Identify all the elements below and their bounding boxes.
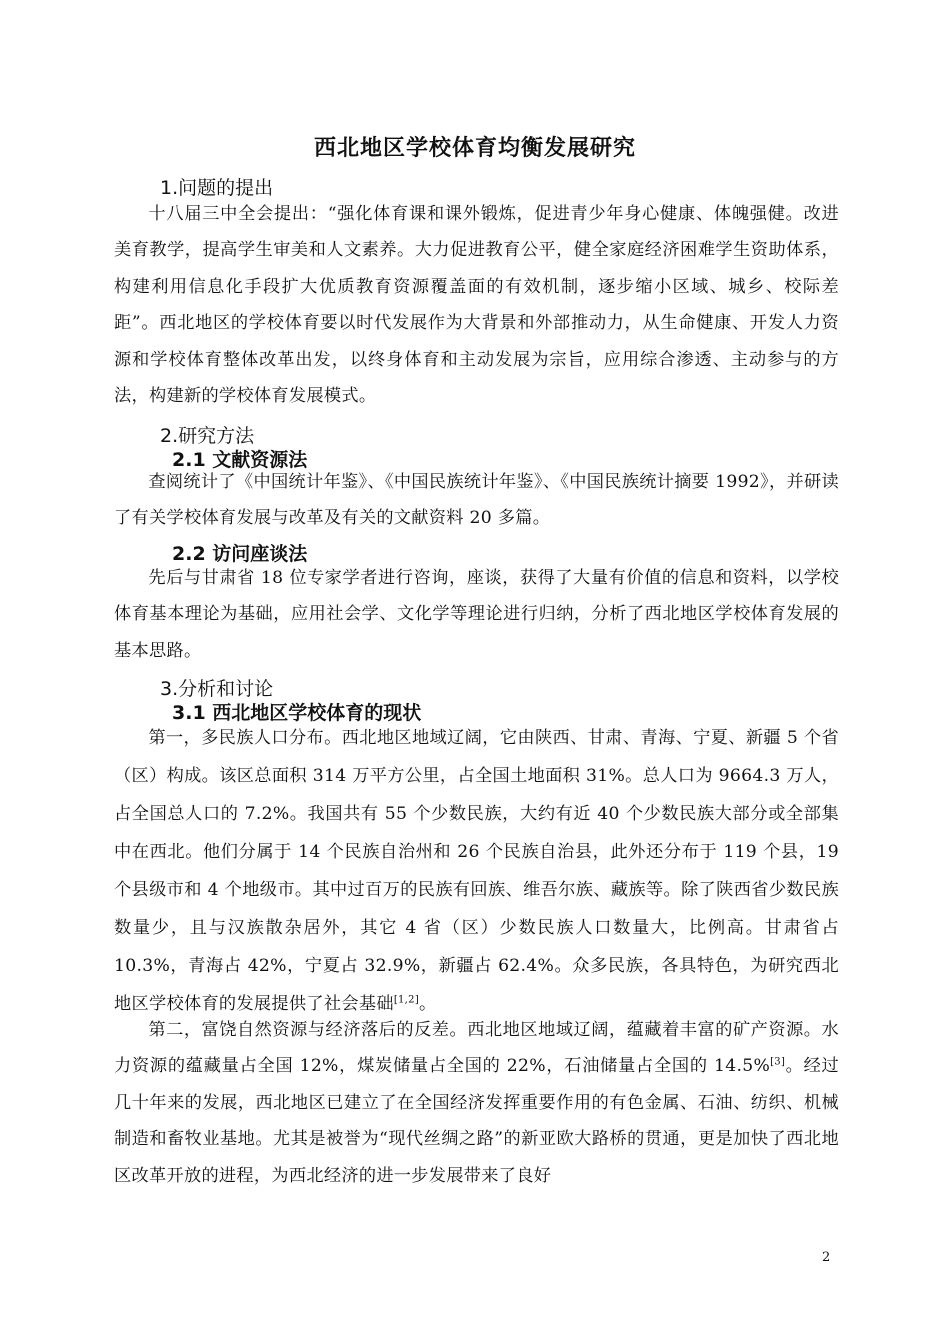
document-title: 西北地区学校体育均衡发展研究 <box>313 136 636 161</box>
section-1-heading: 1.问题的提出 <box>160 177 274 199</box>
paragraph-text-end: 。 <box>419 994 437 1014</box>
section-3-heading: 3.分析和讨论 <box>160 678 274 700</box>
citation-ref: [3] <box>770 1056 786 1068</box>
section-2-1-paragraph: 查阅统计了《中国统计年鉴》、《中国民族统计年鉴》、《中国民族统计摘要 1992》，并研读了有关学校体育发展与改革及有关的文献资料 20 多篇。 <box>114 472 839 529</box>
paragraph-text-end: 。经过几十年来的发展，西北地区已建立了在全国经济发挥重要作用的有色金属、石油、纺织、机械制造和畜牧业基地。尤其是被誉为“现代丝绸之路”的新亚欧大路桥的贯通，更是加快了西北地区改革开放的进程，为西北经济的进一步发展带来了良好 <box>114 1056 840 1186</box>
section-2-2-paragraph: 先后与甘肃省 18 位专家学者进行咨询，座谈，获得了大量有价值的信息和资料，以学校体育基本理论为基础，应用社会学、文化学等理论进行归纳，分析了西北地区学校体育发展的基本思路。 <box>114 568 839 661</box>
section-2-1-heading: 2.1 文献资源法 <box>172 449 308 471</box>
paragraph-text: 第一，多民族人口分布。西北地区地域辽阔，它由陕西、甘肃、青海、宁夏、新疆 5 个省（区）构成。该区总面积 314 万平方公里，占全国土地面积 31%。总人口为 9664.3 万人，占全国总人口的 7.2%。我国共有 55 个少数民族，大约有近 40 个少数民族大部分或全部集中在西北。他们分属于 14 个民族自治州和 26 个民族自治县，此外还分布于 119 个县，19 个县级市和 4 个地级市。其中过百万的民族有回族、维吾尔族、藏族等。除了陕西省少数民族数量少，且与汉族散杂居外，其它 4 省（区）少数民族人口数量大，比例高。甘肃省占 10.3%，青海占 42%，宁夏占 32.9%，新疆占 62.4%。众多民族，各具特色，为研究西北地区学校体育的发展提供了社会基础 <box>114 728 839 1014</box>
section-3-1-paragraph-2 <box>114 1012 839 1194</box>
section-1-paragraph: 十八届三中全会提出：“强化体育课和课外锻炼，促进青少年身心健康、体魄强健。改进美育教学，提高学生审美和人文素养。大力促进教育公平，健全家庭经济困难学生资助体系，构建利用信息化手段扩大优质教育资源覆盖面的有效机制，逐步缩小区域、城乡、校际差距”。西北地区的学校体育要以时代发展作为大背景和外部推动力，从生命健康、开发人力资源和学校体育整体改革出发，以终身体育和主动发展为宗旨，应用综合渗透、主动参与的方法，构建新的学校体育发展模式。 <box>114 204 839 407</box>
section-2-heading: 2.研究方法 <box>160 425 255 447</box>
citation-ref: [1,2] <box>393 994 420 1006</box>
section-3-1-paragraph-1 <box>114 719 839 1023</box>
section-2-2-heading: 2.2 访问座谈法 <box>172 543 308 565</box>
section-3-1-heading: 3.1 西北地区学校体育的现状 <box>172 702 422 724</box>
paragraph-text: 第二，富饶自然资源与经济落后的反差。西北地区地域辽阔，蕴藏着丰富的矿产资源。水力资源的蕴藏量占全国 12%，煤炭储量占全国的 22%，石油储量占全国的 14.5% <box>114 1020 839 1077</box>
page-number: 2 <box>822 1250 831 1265</box>
